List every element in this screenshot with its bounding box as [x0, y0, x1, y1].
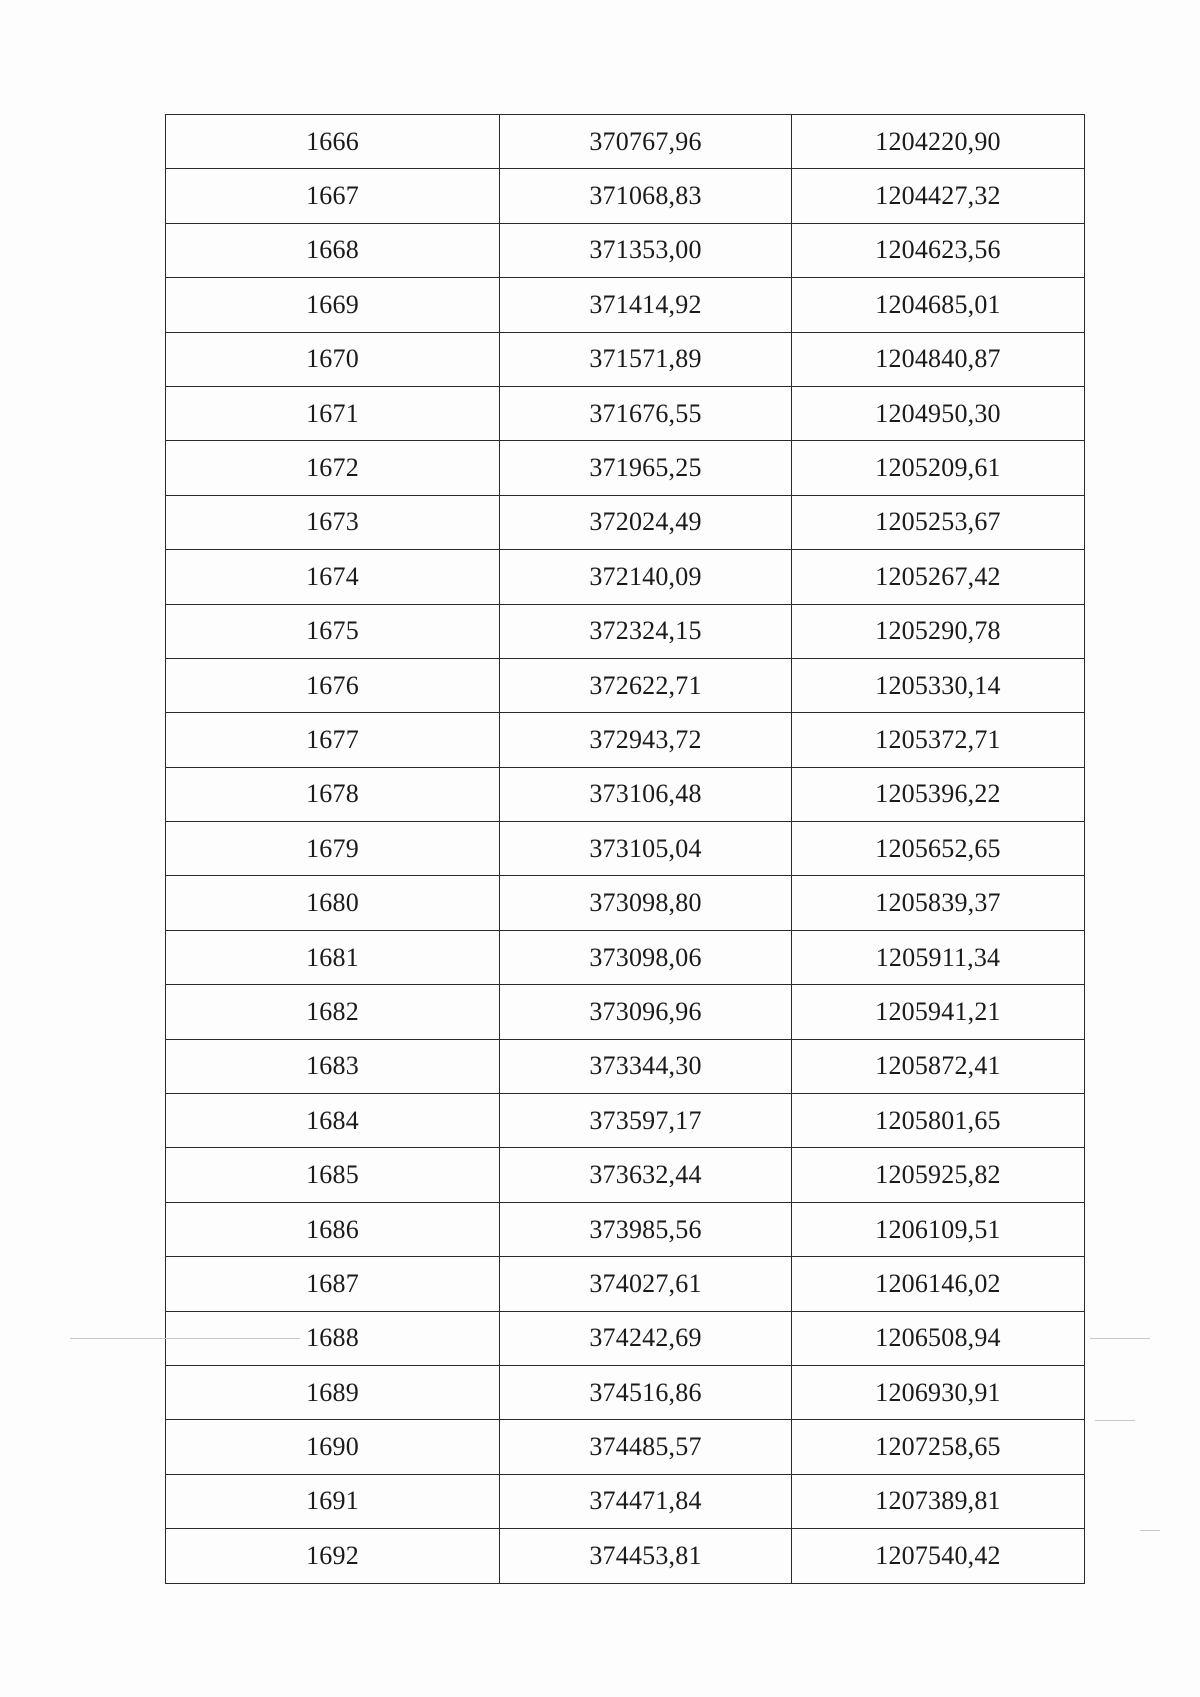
point-number-cell: 1671	[166, 386, 500, 440]
point-number-cell: 1669	[166, 278, 500, 332]
point-number-cell: 1674	[166, 550, 500, 604]
x-coordinate-cell: 371676,55	[500, 386, 792, 440]
point-number-cell: 1691	[166, 1474, 500, 1528]
table-row	[166, 822, 1085, 876]
x-coordinate-cell: 373098,80	[500, 876, 792, 930]
table-row	[166, 713, 1085, 767]
y-coordinate-cell: 1205209,61	[792, 441, 1085, 495]
point-number-cell: 1690	[166, 1420, 500, 1474]
y-coordinate-cell: 1205396,22	[792, 767, 1085, 821]
x-coordinate-cell: 372622,71	[500, 658, 792, 712]
x-coordinate-cell: 373096,96	[500, 985, 792, 1039]
x-coordinate-cell: 371353,00	[500, 223, 792, 277]
point-number-cell: 1676	[166, 658, 500, 712]
y-coordinate-cell: 1205872,41	[792, 1039, 1085, 1093]
table-row	[166, 169, 1085, 223]
y-coordinate-cell: 1207258,65	[792, 1420, 1085, 1474]
y-coordinate-cell: 1205839,37	[792, 876, 1085, 930]
x-coordinate-cell: 374027,61	[500, 1257, 792, 1311]
y-coordinate-cell: 1205372,71	[792, 713, 1085, 767]
point-number-cell: 1670	[166, 332, 500, 386]
table-row	[166, 1094, 1085, 1148]
point-number-cell: 1681	[166, 930, 500, 984]
y-coordinate-cell: 1205267,42	[792, 550, 1085, 604]
y-coordinate-cell: 1206109,51	[792, 1202, 1085, 1256]
table-row	[166, 386, 1085, 440]
x-coordinate-cell: 371068,83	[500, 169, 792, 223]
y-coordinate-cell: 1204427,32	[792, 169, 1085, 223]
coordinates-table	[165, 114, 1085, 1584]
x-coordinate-cell: 373106,48	[500, 767, 792, 821]
point-number-cell: 1679	[166, 822, 500, 876]
x-coordinate-cell: 373985,56	[500, 1202, 792, 1256]
point-number-cell: 1667	[166, 169, 500, 223]
y-coordinate-cell: 1204840,87	[792, 332, 1085, 386]
table-row	[166, 1202, 1085, 1256]
y-coordinate-cell: 1205925,82	[792, 1148, 1085, 1202]
table-row	[166, 1148, 1085, 1202]
point-number-cell: 1683	[166, 1039, 500, 1093]
table-row	[166, 876, 1085, 930]
point-number-cell: 1687	[166, 1257, 500, 1311]
x-coordinate-cell: 374453,81	[500, 1529, 792, 1583]
x-coordinate-cell: 373597,17	[500, 1094, 792, 1148]
scan-artifact	[70, 1338, 300, 1339]
y-coordinate-cell: 1204685,01	[792, 278, 1085, 332]
scan-artifact	[1095, 1420, 1135, 1421]
table-row	[166, 658, 1085, 712]
point-number-cell: 1689	[166, 1365, 500, 1419]
x-coordinate-cell: 370767,96	[500, 115, 792, 169]
y-coordinate-cell: 1205801,65	[792, 1094, 1085, 1148]
table-row	[166, 1257, 1085, 1311]
table-row	[166, 223, 1085, 277]
x-coordinate-cell: 374242,69	[500, 1311, 792, 1365]
point-number-cell: 1686	[166, 1202, 500, 1256]
point-number-cell: 1673	[166, 495, 500, 549]
point-number-cell: 1682	[166, 985, 500, 1039]
x-coordinate-cell: 372324,15	[500, 604, 792, 658]
x-coordinate-cell: 372943,72	[500, 713, 792, 767]
table-row	[166, 332, 1085, 386]
table-row	[166, 930, 1085, 984]
table-row	[166, 1365, 1085, 1419]
table-row	[166, 441, 1085, 495]
table-row	[166, 550, 1085, 604]
point-number-cell: 1685	[166, 1148, 500, 1202]
point-number-cell: 1688	[166, 1311, 500, 1365]
y-coordinate-cell: 1204220,90	[792, 115, 1085, 169]
table-row	[166, 495, 1085, 549]
x-coordinate-cell: 371965,25	[500, 441, 792, 495]
x-coordinate-cell: 373632,44	[500, 1148, 792, 1202]
point-number-cell: 1666	[166, 115, 500, 169]
y-coordinate-cell: 1205253,67	[792, 495, 1085, 549]
point-number-cell: 1680	[166, 876, 500, 930]
table-row	[166, 1039, 1085, 1093]
y-coordinate-cell: 1205911,34	[792, 930, 1085, 984]
y-coordinate-cell: 1205941,21	[792, 985, 1085, 1039]
point-number-cell: 1675	[166, 604, 500, 658]
table-row	[166, 767, 1085, 821]
y-coordinate-cell: 1204623,56	[792, 223, 1085, 277]
point-number-cell: 1684	[166, 1094, 500, 1148]
table-row	[166, 1529, 1085, 1583]
y-coordinate-cell: 1205652,65	[792, 822, 1085, 876]
x-coordinate-cell: 373098,06	[500, 930, 792, 984]
point-number-cell: 1672	[166, 441, 500, 495]
x-coordinate-cell: 374485,57	[500, 1420, 792, 1474]
x-coordinate-cell: 372024,49	[500, 495, 792, 549]
y-coordinate-cell: 1205330,14	[792, 658, 1085, 712]
y-coordinate-cell: 1207540,42	[792, 1529, 1085, 1583]
scan-artifact	[1090, 1338, 1150, 1339]
point-number-cell: 1677	[166, 713, 500, 767]
y-coordinate-cell: 1207389,81	[792, 1474, 1085, 1528]
x-coordinate-cell: 372140,09	[500, 550, 792, 604]
x-coordinate-cell: 371571,89	[500, 332, 792, 386]
y-coordinate-cell: 1206930,91	[792, 1365, 1085, 1419]
point-number-cell: 1678	[166, 767, 500, 821]
table-row	[166, 1311, 1085, 1365]
x-coordinate-cell: 373105,04	[500, 822, 792, 876]
table-row	[166, 1420, 1085, 1474]
table-row	[166, 604, 1085, 658]
point-number-cell: 1668	[166, 223, 500, 277]
y-coordinate-cell: 1204950,30	[792, 386, 1085, 440]
point-number-cell: 1692	[166, 1529, 500, 1583]
table-row	[166, 278, 1085, 332]
scan-artifact	[1140, 1530, 1160, 1531]
x-coordinate-cell: 373344,30	[500, 1039, 792, 1093]
y-coordinate-cell: 1205290,78	[792, 604, 1085, 658]
table-row	[166, 985, 1085, 1039]
x-coordinate-cell: 374516,86	[500, 1365, 792, 1419]
y-coordinate-cell: 1206508,94	[792, 1311, 1085, 1365]
y-coordinate-cell: 1206146,02	[792, 1257, 1085, 1311]
table-row	[166, 1474, 1085, 1528]
x-coordinate-cell: 374471,84	[500, 1474, 792, 1528]
table-row	[166, 115, 1085, 169]
x-coordinate-cell: 371414,92	[500, 278, 792, 332]
coordinates-table-body	[166, 115, 1085, 1584]
